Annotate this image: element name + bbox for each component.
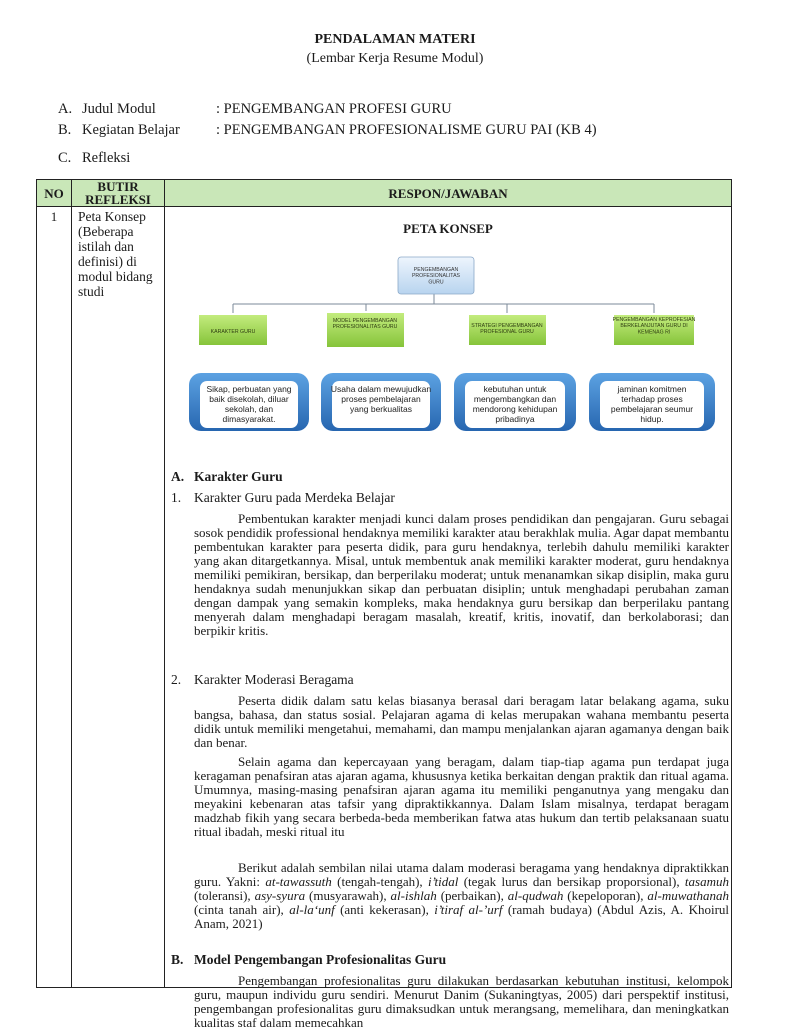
section-letter: B. (171, 952, 184, 967)
term: al-la‘unf (289, 902, 335, 917)
branch-node-model-pengembangan (327, 313, 404, 347)
meta-value: : PENGEMBANGAN PROFESI GURU (216, 101, 452, 117)
paragraph-moderasi-1: Peserta didik dalam satu kelas biasanya berasal dari beragam latar belakang agama, suku bangsa, bahasa, dan status sosial. Pelajaran agama di kelas merupakan wahana membantu peserta didik untuk memiliki mengetahui, memahami, dan mampu menjalankan ajaran agamanya dengan baik dan benar. (194, 693, 729, 750)
desc-node-3 (454, 373, 576, 431)
svg-text:Sikap, perbuatan yangbaik dise: Sikap, perbuatan yang baik disekolah, diluar sekolah, dan dimasyarakat. (206, 384, 292, 424)
subsection-number: 1. (171, 490, 182, 505)
subsection-title: Karakter Moderasi Beragama (194, 672, 354, 687)
subsection-title: Karakter Guru pada Merdeka Belajar (194, 490, 395, 505)
term: tasamuh (684, 874, 729, 889)
term: i’tidal (428, 874, 459, 889)
text-run: (tengah-tengah), (331, 874, 429, 889)
paragraph-moderasi-2: Selain agama dan kepercayaan yang beragam, dalam tiap-tiap agama pun terdapat juga keragaman penafsiran atas ajaran agama, khususnya ketika berkaitan dengan praktik dan ritual agama. Umumnya, masing-masing penafsiran ajaran agama itu memiliki penganutnya yang mengaku dan meyakini kebenaran atas tafsir yang dipraktikkannya. Dalam Islam misalnya, terdapat beragam madzhab fikih yang secara berbeda-beda memberikan fatwa atas hukum dan tertib pelaksanaan suatu ritual ibadah, meski ritual itu (194, 754, 729, 839)
svg-text:KARAKTER GURU: KARAKTER GURU (210, 329, 256, 335)
reflection-table (36, 179, 732, 1030)
text-run: (tegak lurus dan bersikap proporsional), (458, 874, 685, 889)
response-cell (165, 207, 732, 1030)
text-run: Berikut adalah sembilan nilai utama dalam moderasi beragama yang hendaknya dipraktikkan guru. Yakni: (194, 860, 729, 889)
term: al-qudwah (507, 888, 564, 903)
svg-text:PENGEMBANGANPROFESIONALITASGUR: PENGEMBANGAN PROFESIONALITAS GURU (411, 267, 461, 286)
text-run: (anti kekerasan), (334, 902, 435, 917)
section-title: Model Pengembangan Profesionalitas Guru (194, 952, 447, 967)
text-run: (toleransi), (194, 888, 255, 903)
term: i’tiraf al-’urf (434, 902, 503, 917)
table-row (37, 207, 732, 988)
meta-key: Refleksi (82, 150, 131, 166)
meta-letter: B. (58, 122, 72, 138)
row-number: 1 (37, 207, 72, 988)
svg-text:MODEL PENGEMBANGANPROFESIONALI: MODEL PENGEMBANGAN PROFESIONALITAS GURU (332, 318, 398, 331)
paragraph-model-pengembangan: Pengembangan profesionalitas guru dilakukan berdasarkan kebutuhan institusi, kelompok guru, maupun individu guru sendiri. Menurut Danim (Sukaningtyas, 2005) dari perspektif institusi, pengembangan profesionalitas guru dimaksudkan untuk merangsang, memelihara, dan meningkatkan kualitas staf dalam memecahkan (194, 973, 729, 1030)
meta-letter: C. (58, 150, 72, 166)
term: al-muwathanah (647, 888, 729, 903)
desc-node-1 (189, 373, 309, 431)
header-respon: RESPON/JAWABAN (165, 180, 732, 207)
term: asy-syura (254, 888, 306, 903)
meta-letter: A. (58, 101, 73, 117)
text-run: (perbaikan), (436, 888, 508, 903)
meta-value: : PENGEMBANGAN PROFESIONALISME GURU PAI (KB 4) (216, 122, 597, 138)
svg-text:STRATEGI PENGEMBANGANPROFESION: STRATEGI PENGEMBANGAN PROFESIONAL GURU (471, 323, 543, 336)
subsection-number: 2. (171, 672, 182, 687)
root-node (398, 257, 474, 294)
text-run: (ramah budaya) (Abdul Azis, A. Khoirul Anam, 2021) (194, 902, 730, 931)
desc-node-4 (589, 373, 715, 431)
text-run: (musyarawah), (305, 888, 391, 903)
svg-text:kebutuhan untukmengembangkan d: kebutuhan untuk mengembangkan dan mendorong kehidupan pribadinya (472, 384, 558, 424)
connector-lines (233, 294, 654, 313)
header-no: NO (37, 180, 72, 207)
table-header-row (37, 180, 732, 207)
document-title: PENDALAMAN MATERI (314, 32, 476, 47)
concept-map (169, 247, 731, 457)
term: at-tawassuth (265, 874, 332, 889)
document-subtitle: (Lembar Kerja Resume Modul) (306, 51, 484, 66)
term: al-ishlah (390, 888, 437, 903)
header-butir: BUTIR REFLEKSI (72, 180, 165, 207)
text-run: (kepeloporan), (563, 888, 648, 903)
branch-node-pkb-kemenag (613, 315, 696, 345)
section-title: Karakter Guru (194, 469, 283, 484)
paragraph-karakter-guru: Pembentukan karakter menjadi kunci dalam proses pendidikan dan pengajaran. Guru sebagai sosok pendidik professional hendaknya memiliki karakter atau berakhlak mulia. Agar dapat membantu pembentukan karakter para peserta didik, para guru hendaknya, terlebih dahulu memiliki karakter yang akan ditargetkannya. Misal, untuk membentuk anak memiliki karakter moderat, guru hendaknya memiliki pemikiran, bersikap, dan berperilaku moderat; untuk menanamkan sikap disiplin, maka guru hendaknya sudah menunjukkan sikap dan perbuatan disiplin; untuk menghadapi perubahan zaman dengan dampak yang semakin kompleks, maka hendaknya guru bersikap dan berperilaku pantang menyerah dalam menghadapi beragam masalah, kreatif, kritis, inovatif, dan berkolaborasi; dan berpikir kritis. (194, 511, 729, 638)
section-letter: A. (171, 469, 185, 484)
desc-node-2 (321, 373, 441, 431)
svg-text:PENGEMBANGAN KEPROFESIANBERKEL: PENGEMBANGAN KEPROFESIAN BERKELANJUTAN GURU DI KEMENAG RI (612, 317, 696, 336)
paragraph-nilai-moderasi (194, 861, 729, 931)
branch-node-strategi (469, 315, 546, 345)
butir-text: Peta Konsep (Beberapa istilah dan definisi) di modul bidang studi (72, 207, 165, 988)
text-run: (cinta tanah air), (194, 902, 290, 917)
peta-konsep-title: PETA KONSEP (403, 221, 493, 236)
branch-node-karakter-guru (199, 315, 267, 345)
svg-text:jaminan komitmenterhadap prose: jaminan komitmen terhadap proses pembelajaran seumur hidup. (610, 384, 694, 424)
meta-key: Judul Modul (82, 101, 156, 117)
meta-key: Kegiatan Belajar (82, 122, 180, 138)
svg-text:Usaha dalam mewujudkanproses p: Usaha dalam mewujudkan proses pembelajaran yang berkualitas (330, 384, 432, 414)
